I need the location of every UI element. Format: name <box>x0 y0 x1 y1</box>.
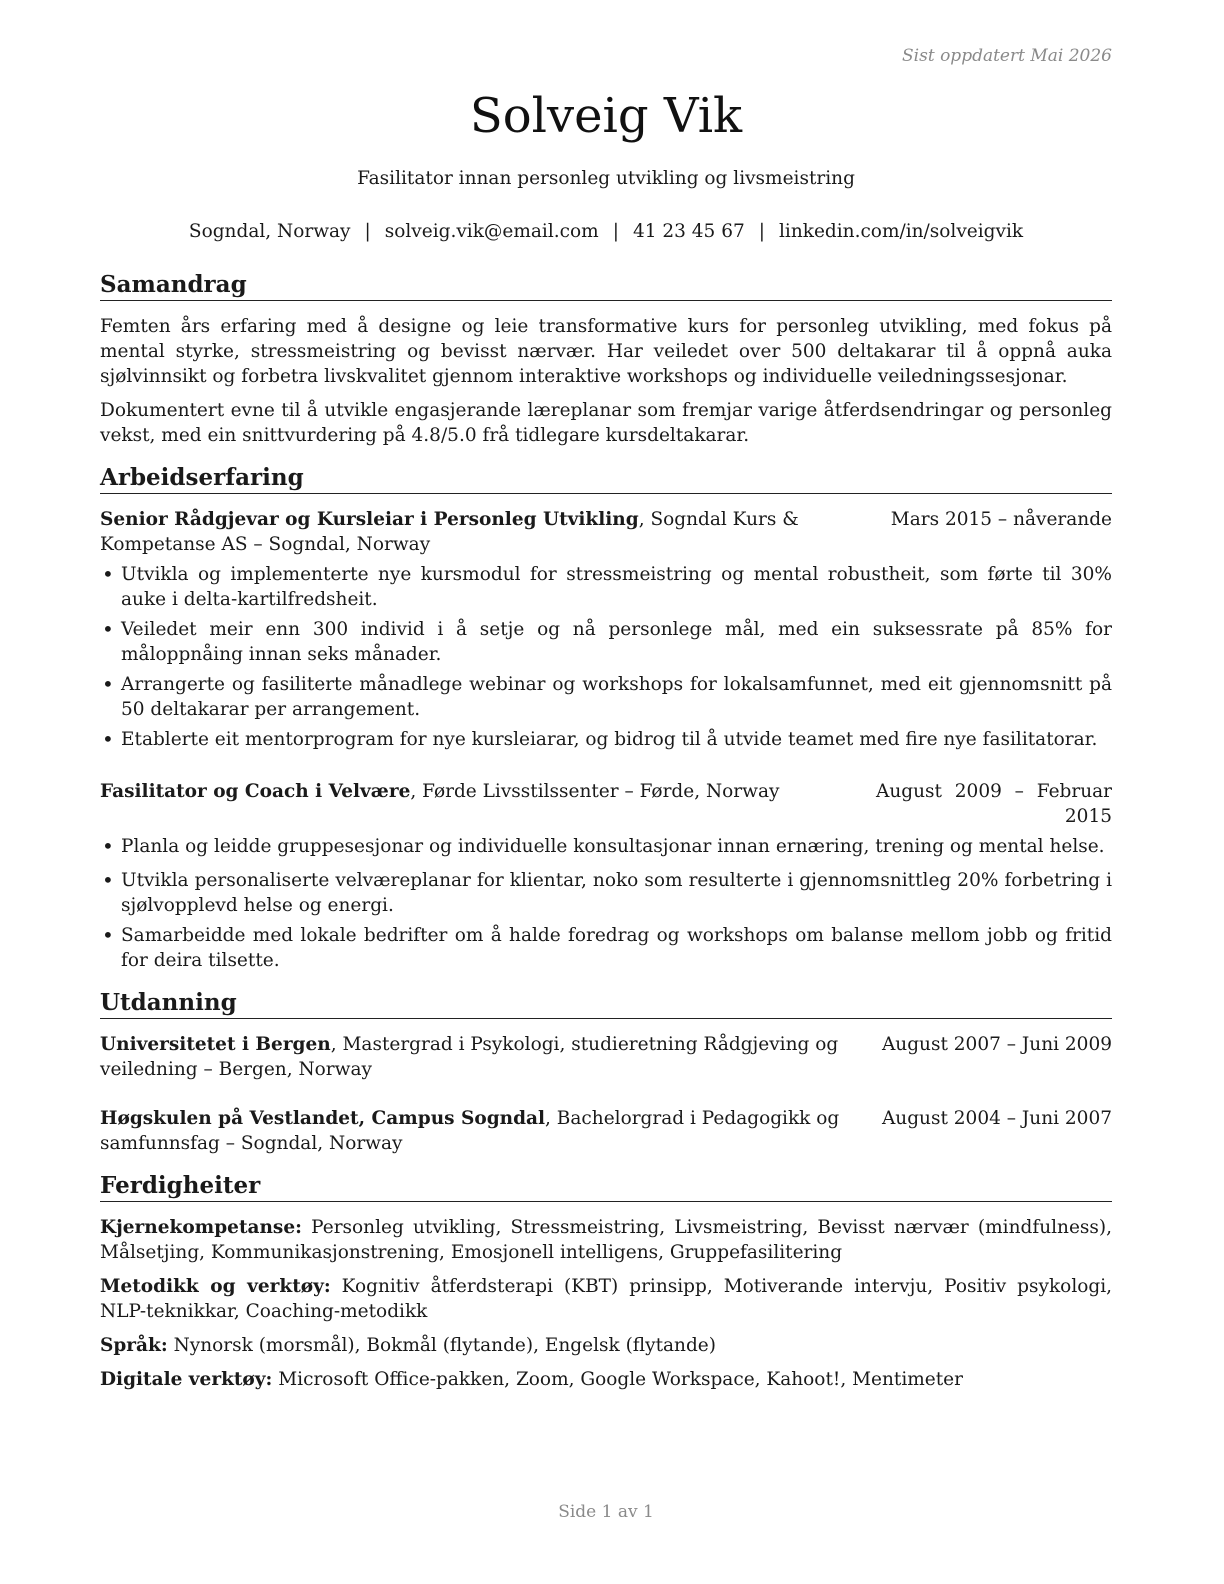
contact-location: Sogndal, Norway <box>188 221 351 242</box>
candidate-subtitle: Fasilitator innan personleg utvikling og livsmeistring <box>357 168 855 189</box>
job-role: Fasilitator og Coach i Velvære <box>100 781 411 802</box>
education-entry <box>100 1106 1112 1156</box>
page-number: Side 1 av 1 <box>558 1502 654 1522</box>
list-item: • Planla og leidde gruppesesjonar og individuelle konsultasjonar innan ernæring, trening og mental helse. <box>100 834 1112 859</box>
contact-phone: 41 23 45 67 <box>632 221 745 242</box>
skill-text: Personleg utvikling, Stressmeistring, Livsmeistring, Bevisst nærvær (mindfulness), Målsetjing, Kommunikasjonstrening, Emosjonell intelligens, Gruppefasilitering <box>100 1217 1112 1263</box>
section-title-experience: Arbeidserfaring <box>100 463 1112 494</box>
contact-separator: | <box>758 221 765 242</box>
skill-label: Språk: <box>100 1335 168 1356</box>
skill-label: Metodikk og verktøy: <box>100 1276 331 1297</box>
education-entry <box>100 1032 1112 1082</box>
education-degree: , Bachelorgrad i Pedagogikk og samfunnsfag – Sogndal, Norway <box>100 1108 840 1154</box>
job-entry <box>100 779 1112 973</box>
skill-row <box>100 1215 1112 1265</box>
skill-text: Nynorsk (morsmål), Bokmål (flytande), Engelsk (flytande) <box>167 1335 716 1356</box>
list-item: • Etablerte eit mentorprogram for nye kursleiarar, og bidrog til å utvide teamet med fire nye fasilitatorar. <box>100 727 1112 752</box>
summary-paragraph: Femten års erfaring med å designe og leie transformative kurs for personleg utvikling, med fokus på mental styrke, stressmeistring og bevisst nærvær. Har veiledet over 500 deltakarar til å oppnå auka sjølvinnsikt og forbetra livskvalitet gjennom interaktive workshops og individuelle veiledningssesjonar. <box>100 316 1112 387</box>
contact-line <box>100 219 1112 244</box>
section-title-summary: Samandrag <box>100 270 1112 301</box>
list-item: • Utvikla og implementerte nye kursmodul for stressmeistring og mental robustheit, som førte til 30% auke i delta-kartilfredsheit. <box>100 562 1112 612</box>
job-bullets <box>100 834 1112 973</box>
list-item: • Veiledet meir enn 300 individ i å setje og nå personlege mål, med ein suksessrate på 85% for måloppnåing innan seks månader. <box>100 617 1112 667</box>
job-dates: Mars 2015 – nåverande <box>890 509 1112 530</box>
education-dates: August 2007 – Juni 2009 <box>881 1034 1112 1055</box>
job-company: , Førde Livsstilssenter – Førde, Norway <box>410 781 780 802</box>
education-header <box>100 1106 1112 1156</box>
job-company: , Sogndal Kurs & Kompetanse AS – Sogndal, Norway <box>100 509 799 555</box>
education-header <box>100 1032 1112 1082</box>
job-header <box>100 507 1112 557</box>
list-item: • Samarbeidde med lokale bedrifter om å halde foredrag og workshops om balanse mellom jobb og fritid for deira tilsette. <box>100 923 1112 973</box>
skill-text: Microsoft Office-pakken, Zoom, Google Workspace, Kahoot!, Mentimeter <box>272 1369 963 1390</box>
skill-row <box>100 1274 1112 1324</box>
skill-row <box>100 1333 1112 1358</box>
section-title-education: Utdanning <box>100 988 1112 1019</box>
job-entry <box>100 507 1112 752</box>
section-title-skills: Ferdigheiter <box>100 1171 1112 1202</box>
contact-separator: | <box>612 221 619 242</box>
last-updated: Sist oppdatert Mai 2026 <box>902 46 1112 66</box>
job-dates: August 2009 – Februar 2015 <box>876 781 1112 827</box>
skill-label: Digitale verktøy: <box>100 1369 273 1390</box>
contact-separator: | <box>364 221 371 242</box>
contact-email[interactable]: solveig.vik@email.com <box>384 221 599 242</box>
skill-text: Kognitiv åtferdsterapi (KBT) prinsipp, Motiverande intervju, Positiv psykologi, NLP-teknikkar, Coaching-metodikk <box>100 1276 1113 1322</box>
job-bullets <box>100 562 1112 752</box>
list-item: • Utvikla personaliserte velværeplanar for klientar, noko som resulterte i gjennomsnittleg 20% forbetring i sjølvopplevd helse og energi. <box>100 868 1112 918</box>
skill-label: Kjernekompetanse: <box>100 1217 302 1238</box>
candidate-name: Solveig Vik <box>469 88 743 144</box>
education-dates: August 2004 – Juni 2007 <box>881 1108 1112 1129</box>
education-school: Universitetet i Bergen <box>100 1034 331 1055</box>
education-school: Høgskulen på Vestlandet, Campus Sogndal <box>100 1108 546 1129</box>
contact-linkedin[interactable]: linkedin.com/in/solveigvik <box>778 221 1024 242</box>
summary-section <box>100 314 1112 448</box>
education-degree: , Mastergrad i Psykologi, studieretning Rådgjeving og veiledning – Bergen, Norway <box>100 1034 839 1080</box>
summary-paragraph: Dokumentert evne til å utvikle engasjerande læreplanar som fremjar varige åtferdsendringar og personleg vekst, med ein snittvurdering på 4.8/5.0 frå tidlegare kursdeltakarar. <box>100 400 1112 446</box>
list-item: • Arrangerte og fasiliterte månadlege webinar og workshops for lokalsamfunnet, med eit gjennomsnitt på 50 deltakarar per arrangement. <box>100 672 1112 722</box>
skill-row <box>100 1367 1112 1392</box>
job-role: Senior Rådgjevar og Kursleiar i Personleg Utvikling <box>100 509 639 530</box>
skills-section <box>100 1215 1112 1392</box>
job-header <box>100 779 1112 827</box>
